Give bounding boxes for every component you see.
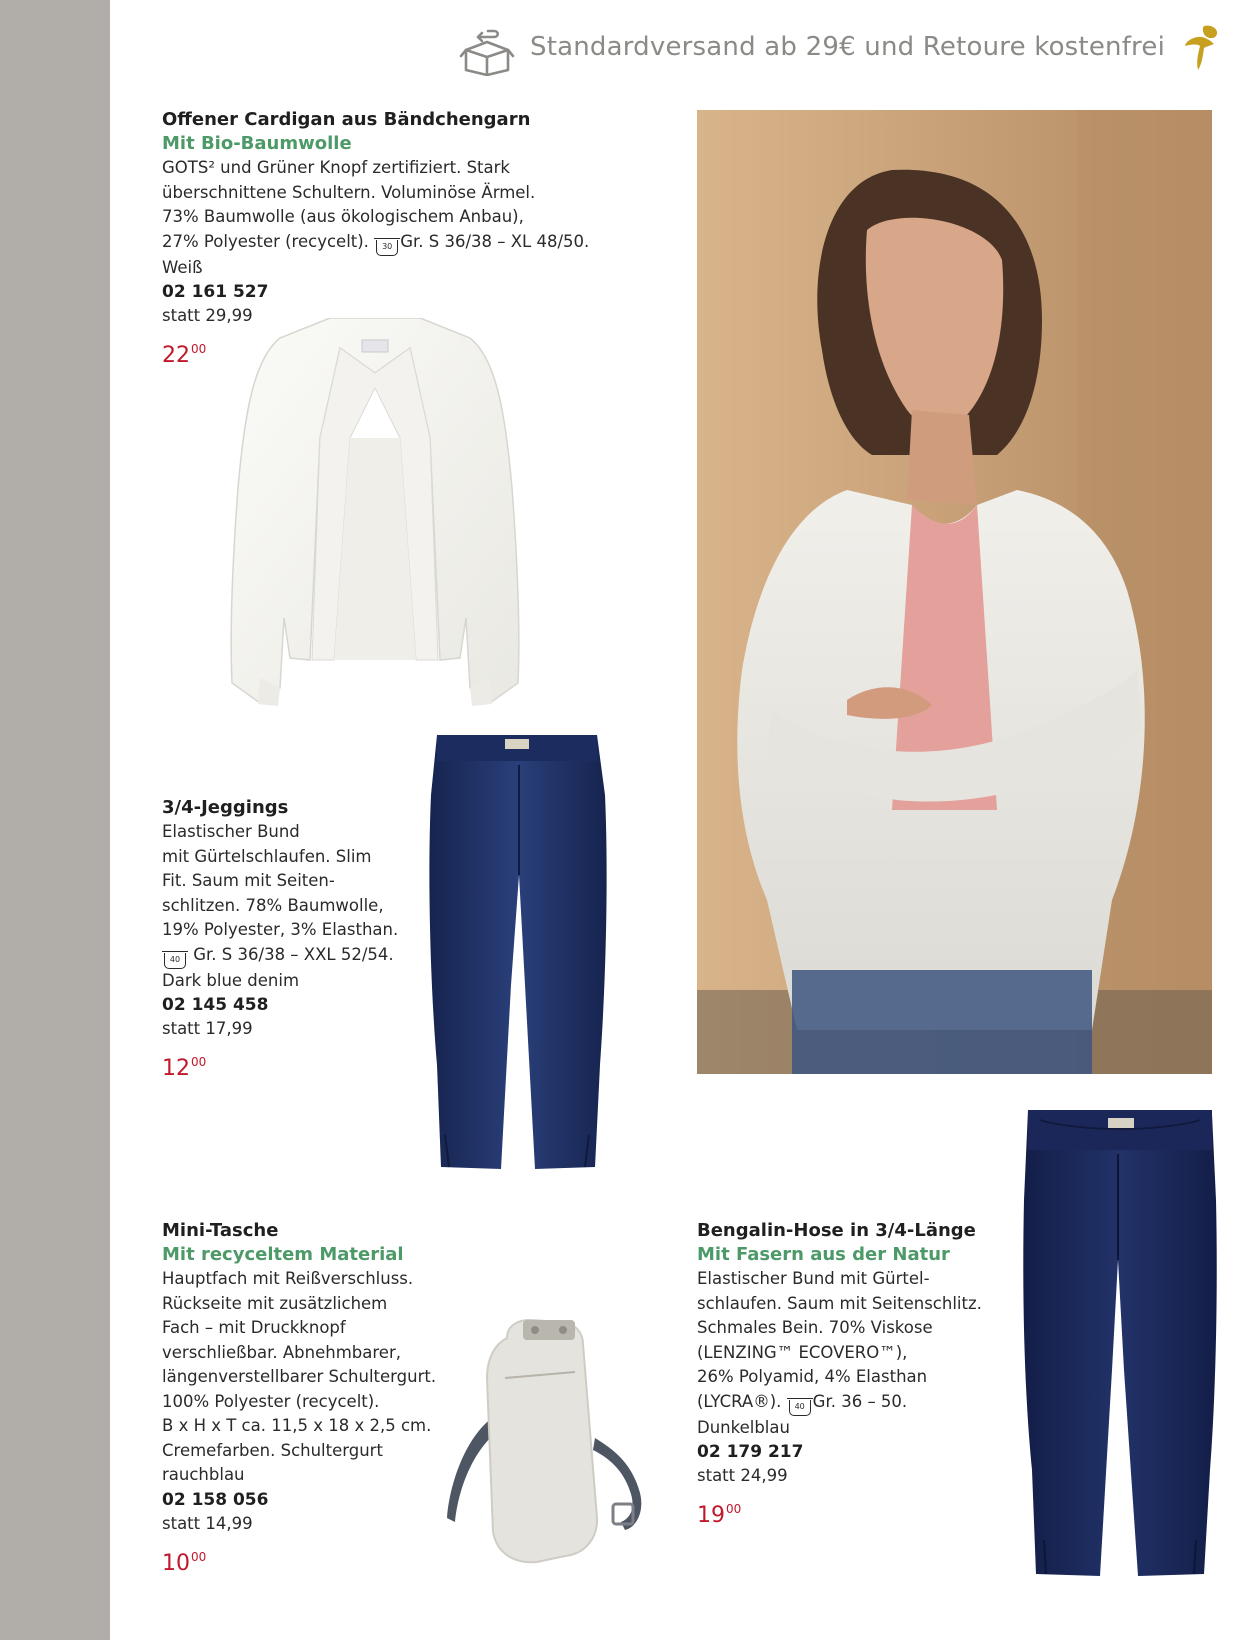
- desc-line: Rückseite mit zusätzlichem: [162, 1293, 388, 1313]
- desc-line: Hauptfach mit Reißverschluss.: [162, 1269, 414, 1288]
- desc-line: rauchblau: [162, 1465, 245, 1484]
- desc-line: [162, 230, 589, 256]
- product-title: Offener Cardigan aus Bändchengarn: [162, 109, 531, 130]
- price-main: 19: [697, 1503, 725, 1528]
- price: [162, 1047, 398, 1084]
- product-subtitle: Mit recyceltem Material: [162, 1244, 404, 1265]
- old-price: statt 24,99: [697, 1466, 788, 1485]
- desc-line: [162, 943, 398, 969]
- product-bag: [162, 1219, 436, 1579]
- price-cents: 00: [191, 1549, 207, 1564]
- price-cents: 00: [191, 1055, 207, 1069]
- article-number: 02 161 527: [162, 282, 269, 302]
- old-price: statt 17,99: [162, 1019, 253, 1038]
- old-price: statt 14,99: [162, 1513, 253, 1533]
- bengalin-pants-product-image: [1020, 1110, 1220, 1580]
- left-margin-strip: [0, 0, 110, 1640]
- desc-line: überschnittene Schultern. Voluminöse Ärmel.: [162, 182, 536, 202]
- desc-text: Gr. S 36/38 – XXL 52/54.: [193, 944, 394, 964]
- desc-line: Elastischer Bund mit Gürtel-: [697, 1269, 930, 1288]
- shipping-text: Standardversand ab 29€ und Retoure kostenfrei: [530, 32, 1165, 62]
- article-number: 02 179 217: [697, 1442, 804, 1462]
- desc-line: schlitzen. 78% Baumwolle,: [162, 895, 384, 915]
- product-subtitle: Mit Fasern aus der Natur: [697, 1244, 950, 1265]
- desc-line: Elastischer Bund: [162, 822, 300, 841]
- product-description: [697, 1267, 982, 1440]
- desc-line: Fach – mit Druckknopf: [162, 1318, 346, 1337]
- price-main: 22: [162, 343, 190, 368]
- desc-line: 73% Baumwolle (aus ökologischem Anbau),: [162, 207, 524, 226]
- product-subtitle: Mit Bio-Baumwolle: [162, 133, 352, 154]
- desc-line: B x H x T ca. 11,5 x 18 x 2,5 cm.: [162, 1416, 432, 1435]
- price-main: 12: [162, 1056, 190, 1081]
- desc-line: 19% Polyester, 3% Elasthan.: [162, 920, 399, 939]
- old-price: statt 29,99: [162, 306, 253, 325]
- product-title: Bengalin-Hose in 3/4-Länge: [697, 1220, 976, 1241]
- product-color: Dark blue denim: [162, 970, 300, 990]
- desc-line: 100% Polyester (recycelt).: [162, 1391, 380, 1411]
- wash-40-icon: 40: [164, 953, 186, 969]
- product-description: [162, 820, 398, 993]
- desc-text: Gr. 36 – 50.: [812, 1391, 908, 1411]
- price-main: 10: [162, 1550, 190, 1576]
- cardigan-product-image: [220, 318, 530, 708]
- desc-line: [697, 1390, 982, 1416]
- desc-text: (LYCRA®).: [697, 1391, 782, 1411]
- jeggings-product-image: [425, 735, 610, 1173]
- product-jeggings: [162, 796, 398, 1084]
- desc-line: längenverstellbarer Schultergurt.: [162, 1367, 437, 1386]
- model-photo: [697, 110, 1212, 1074]
- wash-40-icon: 40: [789, 1400, 811, 1416]
- desc-line: Cremefarben. Schultergurt: [162, 1440, 383, 1460]
- desc-line: 26% Polyamid, 4% Elasthan: [697, 1367, 928, 1386]
- price-cents: 00: [191, 342, 207, 356]
- product-color: Dunkelblau: [697, 1417, 790, 1437]
- product-bengalin: [697, 1219, 982, 1531]
- desc-line: (LENZING™ ECOVERO™),: [697, 1342, 908, 1362]
- desc-line: mit Gürtelschlaufen. Slim: [162, 846, 372, 866]
- desc-line: Fit. Saum mit Seiten-: [162, 871, 335, 890]
- article-number: 02 145 458: [162, 995, 269, 1015]
- desc-line: verschließbar. Abnehmbarer,: [162, 1342, 401, 1362]
- desc-text: Gr. S 36/38 – XL 48/50.: [400, 231, 590, 251]
- desc-line: Schmales Bein. 70% Viskose: [697, 1318, 933, 1337]
- product-title: 3/4-Jeggings: [162, 797, 289, 818]
- bag-product-image: [445, 1318, 650, 1573]
- product-title: Mini-Tasche: [162, 1220, 279, 1241]
- desc-text: 27% Polyester (recycelt).: [162, 231, 369, 251]
- wash-30-icon: 30: [376, 240, 398, 256]
- desc-line: schlaufen. Saum mit Seitenschlitz.: [697, 1293, 982, 1313]
- brand-logo-icon: [1182, 22, 1222, 74]
- shipping-banner: [458, 22, 1218, 80]
- price: [697, 1494, 982, 1531]
- product-description: [162, 1267, 436, 1488]
- package-return-icon: [458, 28, 516, 76]
- price: [162, 1542, 436, 1579]
- product-description: [162, 156, 589, 280]
- product-color: Weiß: [162, 257, 203, 277]
- article-number: 02 158 056: [162, 1489, 269, 1510]
- price-cents: 00: [726, 1502, 742, 1516]
- desc-line: GOTS² und Grüner Knopf zertifiziert. Stark: [162, 158, 510, 177]
